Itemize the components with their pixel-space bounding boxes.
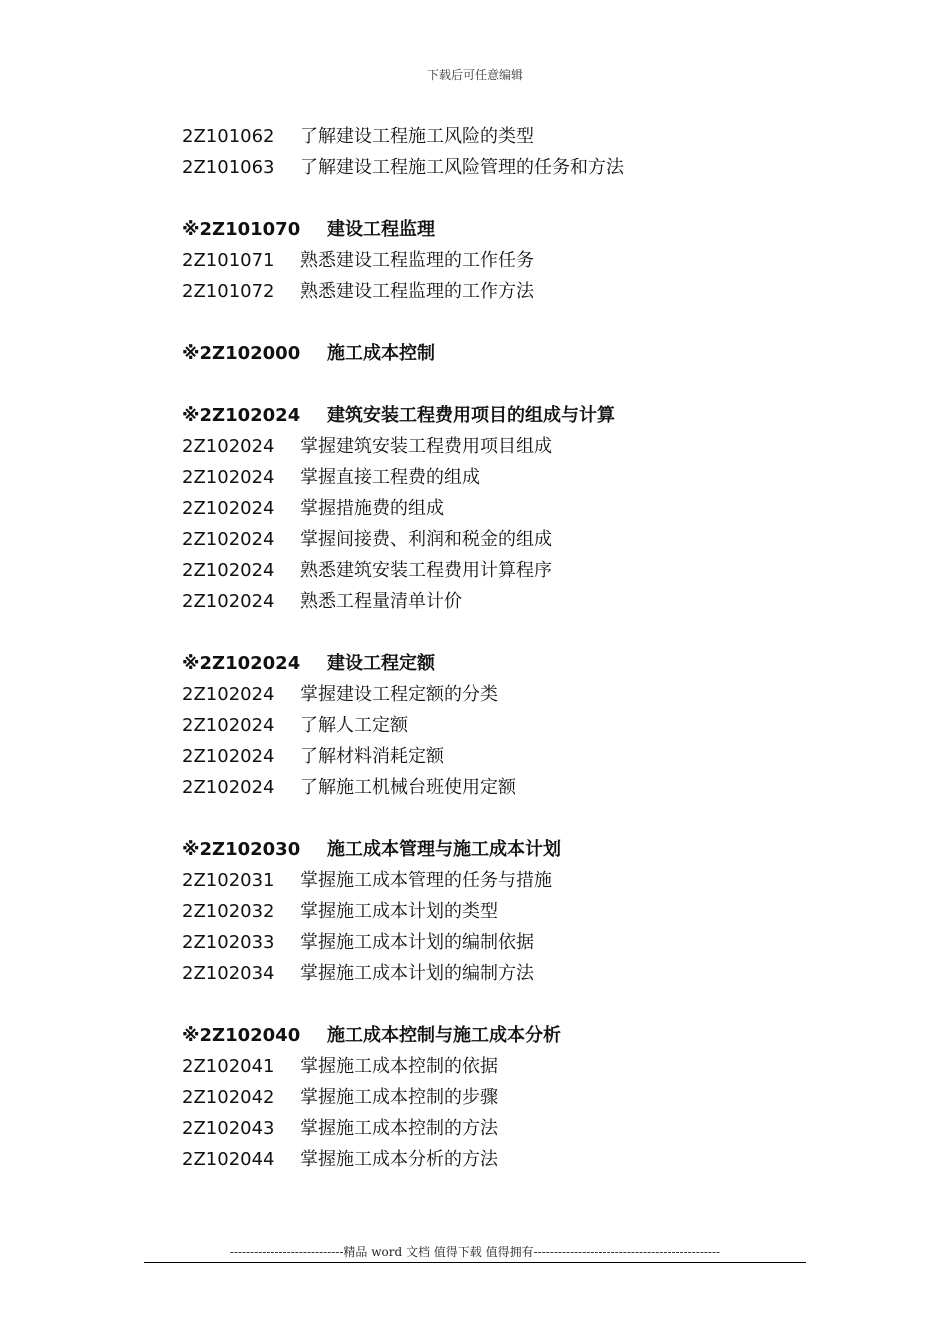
item-code: 2Z102041 [182, 1056, 275, 1077]
section-heading [182, 834, 882, 865]
list-item [182, 555, 882, 586]
item-text: 建筑安装工程费用项目的组成与计算 [327, 405, 615, 426]
item-text: 熟悉建设工程监理的工作任务 [300, 250, 534, 271]
item-text: 掌握措施费的组成 [300, 498, 444, 519]
item-code: 2Z101062 [182, 126, 275, 147]
section-heading [182, 1020, 882, 1051]
list-item [182, 1144, 882, 1175]
item-text: 施工成本控制 [327, 343, 435, 364]
item-code: 2Z102043 [182, 1118, 275, 1139]
item-text: 掌握建筑安装工程费用项目组成 [300, 436, 552, 457]
blank-line [182, 307, 882, 338]
list-item [182, 276, 882, 307]
list-item [182, 1113, 882, 1144]
list-item [182, 741, 882, 772]
item-text: 掌握施工成本管理的任务与措施 [300, 870, 552, 891]
item-text: 掌握施工成本控制的依据 [300, 1056, 498, 1077]
list-item [182, 245, 882, 276]
item-text: 了解材料消耗定额 [300, 746, 444, 767]
item-code: 2Z102024 [182, 560, 275, 581]
item-code: ※2Z101070 [182, 219, 301, 240]
blank-line [182, 369, 882, 400]
page-footer: ----------------------------精品 word 文档 值得下载 值得拥有---------------------------------------------- [229, 1245, 721, 1259]
item-code: 2Z101072 [182, 281, 275, 302]
item-code: ※2Z102024 [182, 653, 301, 674]
item-text: 熟悉建设工程监理的工作方法 [300, 281, 534, 302]
list-item [182, 865, 882, 896]
item-code: 2Z102034 [182, 963, 275, 984]
item-text: 了解施工机械台班使用定额 [300, 777, 516, 798]
item-code: ※2Z102030 [182, 839, 301, 860]
item-text: 施工成本控制与施工成本分析 [327, 1025, 561, 1046]
item-code: 2Z102032 [182, 901, 275, 922]
item-code: 2Z102042 [182, 1087, 275, 1108]
item-code: 2Z102024 [182, 498, 275, 519]
list-item [182, 152, 882, 183]
item-code: 2Z102024 [182, 684, 275, 705]
list-item [182, 896, 882, 927]
item-code: 2Z102024 [182, 777, 275, 798]
blank-line [182, 617, 882, 648]
footer-rule [144, 1262, 806, 1263]
item-text: 掌握施工成本计划的编制方法 [300, 963, 534, 984]
list-item [182, 431, 882, 462]
item-text: 了解人工定额 [300, 715, 408, 736]
item-text: 熟悉工程量清单计价 [300, 591, 462, 612]
section-heading [182, 214, 882, 245]
list-item [182, 1082, 882, 1113]
item-code: 2Z101071 [182, 250, 275, 271]
section-heading [182, 338, 882, 369]
item-code: 2Z102024 [182, 591, 275, 612]
item-code: 2Z102024 [182, 529, 275, 550]
item-text: 掌握直接工程费的组成 [300, 467, 480, 488]
item-text: 掌握间接费、利润和税金的组成 [300, 529, 552, 550]
item-text: 熟悉建筑安装工程费用计算程序 [300, 560, 552, 581]
page-header: 下载后可任意编辑 [426, 68, 523, 82]
item-code: 2Z102033 [182, 932, 275, 953]
list-item [182, 927, 882, 958]
list-item [182, 679, 882, 710]
list-item [182, 524, 882, 555]
section-heading [182, 648, 882, 679]
item-text: 掌握施工成本计划的编制依据 [300, 932, 534, 953]
item-text: 了解建设工程施工风险的类型 [300, 126, 534, 147]
list-item [182, 493, 882, 524]
document-body [182, 121, 882, 1175]
list-item [182, 958, 882, 989]
item-code: 2Z102024 [182, 436, 275, 457]
item-text: 掌握施工成本控制的步骤 [300, 1087, 498, 1108]
list-item [182, 710, 882, 741]
list-item [182, 586, 882, 617]
item-code: 2Z101063 [182, 157, 275, 178]
list-item [182, 772, 882, 803]
item-text: 掌握施工成本分析的方法 [300, 1149, 498, 1170]
list-item [182, 121, 882, 152]
blank-line [182, 989, 882, 1020]
blank-line [182, 803, 882, 834]
item-text: 掌握建设工程定额的分类 [300, 684, 498, 705]
list-item [182, 462, 882, 493]
blank-line [182, 183, 882, 214]
item-code: 2Z102024 [182, 715, 275, 736]
item-text: 建设工程监理 [327, 219, 435, 240]
item-code: ※2Z102024 [182, 405, 301, 426]
item-text: 施工成本管理与施工成本计划 [327, 839, 561, 860]
item-text: 了解建设工程施工风险管理的任务和方法 [300, 157, 624, 178]
item-text: 掌握施工成本控制的方法 [300, 1118, 498, 1139]
list-item [182, 1051, 882, 1082]
item-code: 2Z102024 [182, 746, 275, 767]
item-code: 2Z102024 [182, 467, 275, 488]
item-text: 掌握施工成本计划的类型 [300, 901, 498, 922]
item-code: 2Z102044 [182, 1149, 275, 1170]
item-code: 2Z102031 [182, 870, 275, 891]
item-text: 建设工程定额 [327, 653, 435, 674]
item-code: ※2Z102040 [182, 1025, 301, 1046]
item-code: ※2Z102000 [182, 343, 301, 364]
section-heading [182, 400, 882, 431]
